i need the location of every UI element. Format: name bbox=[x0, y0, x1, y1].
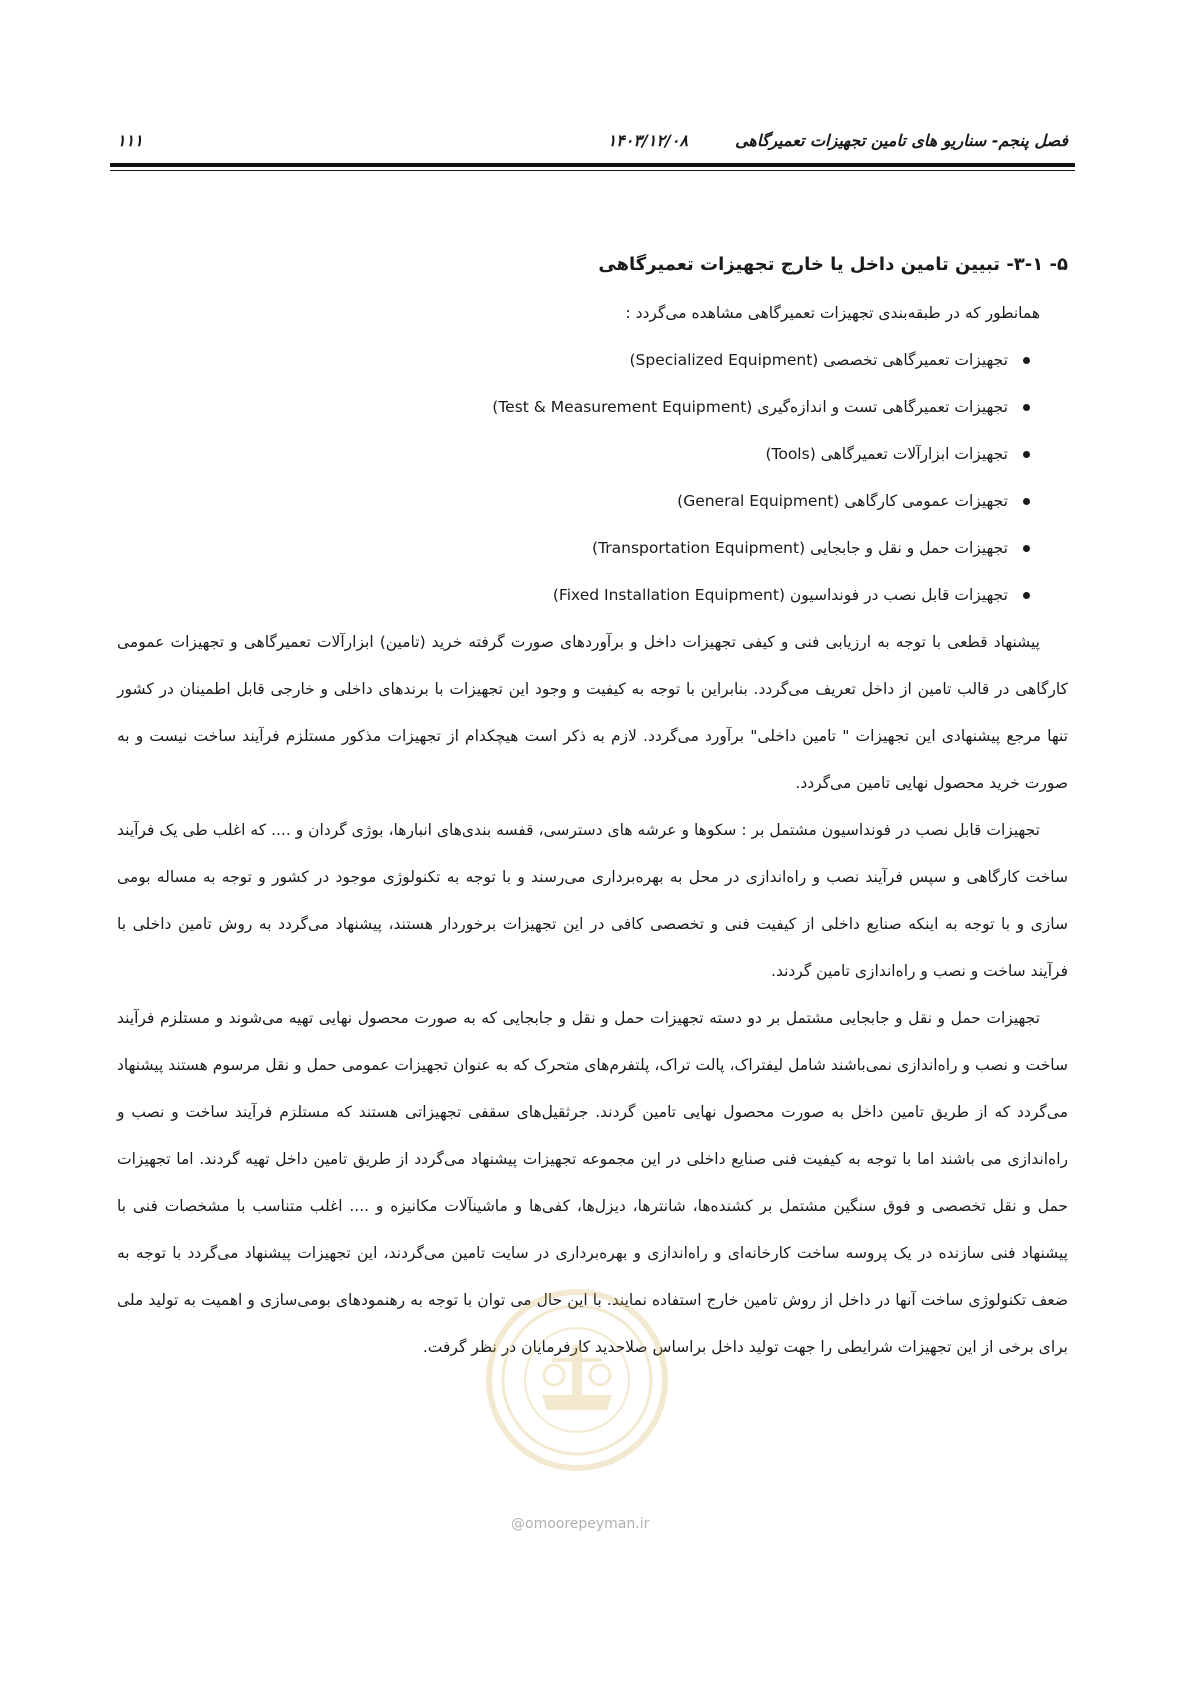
paragraph-transportation: تجهیزات حمل و نقل و جابجایی مشتمل بر دو دسته تجهیزات حمل و نقل و جابجایی که به صورت محصول نهایی تهیه می‌شوند و مستلزم فرآیند ساخت و نصب و راه‌اندازی نمی‌باشند شامل لیفتراک، پالت تراک، پلتفرم‌های متحرک که به عنوان تجهیزات عمومی حمل و نقل مرسوم هستند پیشنهاد می‌گردد که از طریق تامین داخل به صورت محصول نهایی تامین گردند. جرثقیل‌های سقفی تجهیزاتی هستند که مستلزم فرآیند ساخت و نصب و راه‌اندازی می باشند اما با توجه به کیفیت فنی صنایع داخلی در این مجموعه تجهیزات پیشنهاد می‌گردد از طریق تامین داخل تهیه گردند. اما تجهیزات حمل و نقل تخصصی و فوق سنگین مشتمل بر کشنده‌ها، شانترها، دیزل‌ها، کفی‌ها و ماشینآلات مکانیزه و .... اغلب متناسب با مشخصات فنی با پیشنهاد فنی سازنده در یک پروسه ساخت کارخانه‌ای و راه‌اندازی و بهره‌برداری در سایت تامین می‌گردند، این تجهیزات پیشنهاد می‌گردد با توجه به ضعف تکنولوژی ساخت آنها در داخل از روش تامین خارج استفاده نمایند. با این حال می توان با توجه به رهنمودهای بومی‌سازی و اهمیت به تولید ملی برای برخی از این تجهیزات شرایطی را جهت تولید داخل براساس صلاحدید کارفرمایان در نظر گرفت. bbox=[117, 1009, 1068, 1356]
bullet-icon bbox=[1023, 545, 1030, 552]
list-item-text: تجهیزات ابزارآلات تعمیرگاهی (Tools) bbox=[765, 445, 1008, 463]
chapter-title: فصل پنجم- سناریو های تامین تجهیزات تعمیرگاهی bbox=[735, 131, 1068, 150]
list-item bbox=[117, 431, 1068, 478]
list-item bbox=[117, 525, 1068, 572]
header-rule-thick bbox=[110, 163, 1075, 167]
bullet-icon bbox=[1023, 592, 1030, 599]
page-header bbox=[117, 131, 1068, 155]
list-item-text: تجهیزات عمومی کارگاهی (General Equipment) bbox=[677, 492, 1008, 510]
page-number: ۱۱۱ bbox=[117, 131, 143, 150]
bullet-icon bbox=[1023, 404, 1030, 411]
list-item-text: تجهیزات تعمیرگاهی تخصصی (Specialized Equipment) bbox=[629, 351, 1008, 369]
list-item bbox=[117, 572, 1068, 619]
paragraph-fixed-installation: تجهیزات قابل نصب در فونداسیون مشتمل بر : سکوها و عرشه های دسترسی، قفسه بندی‌های انبارها، بوژی گردان و .... که اغلب طی یک فرآیند ساخت کارگاهی و سپس فرآیند نصب و راه‌اندازی در محل به بهره‌برداری می‌رسند و با توجه به تکنولوژی موجود در کشور و توجه به مساله بومی سازی و با توجه به اینکه صنایع داخلی از کیفیت فنی و تخصصی کافی در این تجهیزات برخوردار هستند، پیشنهاد می‌گردد به روش تامین داخلی با فرآیند ساخت و نصب و راه‌اندازی تامین گردند. bbox=[117, 821, 1068, 980]
equipment-list bbox=[117, 337, 1068, 619]
bullet-icon bbox=[1023, 498, 1030, 505]
list-item-text: تجهیزات حمل و نقل و جابجایی (Transportation Equipment) bbox=[592, 539, 1008, 557]
bullet-icon bbox=[1023, 451, 1030, 458]
list-item bbox=[117, 384, 1068, 431]
list-item bbox=[117, 478, 1068, 525]
paragraph-procurement: پیشنهاد قطعی با توجه به ارزیابی فنی و کیفی تجهیزات داخل و برآوردهای صورت گرفته خرید (تامین) ابزارآلات تعمیرگاهی و تجهیزات عمومی کارگاهی در قالب تامین از داخل تعریف می‌گردد. بنابراین با توجه به کیفیت و وجود این تجهیزات با برندهای داخلی و خارجی قابل اطمینان در کشور تنها مرجع پیشنهادی این تجهیزات " تامین داخلی" برآورد می‌گردد. لازم به ذکر است هیچکدام از تجهیزات مذکور مستلزم فرآیند ساخت نیست و به صورت خرید محصول نهایی تامین می‌گردد. bbox=[117, 633, 1068, 792]
list-item bbox=[117, 337, 1068, 384]
header-rule-thin bbox=[110, 170, 1075, 171]
list-item-text: تجهیزات قابل نصب در فونداسیون (Fixed Installation Equipment) bbox=[552, 586, 1008, 604]
watermark-url: @omoorepeyman.ir bbox=[511, 1516, 650, 1532]
main-content bbox=[117, 240, 1068, 1371]
bullet-icon bbox=[1023, 357, 1030, 364]
section-heading: ۵- ۳-۱- تبیین تامین داخل یا خارج تجهیزات تعمیرگاهی bbox=[598, 254, 1068, 275]
header-date: ۱۴۰۳/۱۲/۰۸ bbox=[607, 131, 688, 150]
watermark-seal-logo bbox=[482, 1285, 672, 1475]
intro-text: همانطور که در طبقه‌بندی تجهیزات تعمیرگاهی مشاهده می‌گردد : bbox=[625, 304, 1040, 322]
list-item-text: تجهیزات تعمیرگاهی تست و اندازه‌گیری (Test & Measurement Equipment) bbox=[492, 398, 1008, 416]
